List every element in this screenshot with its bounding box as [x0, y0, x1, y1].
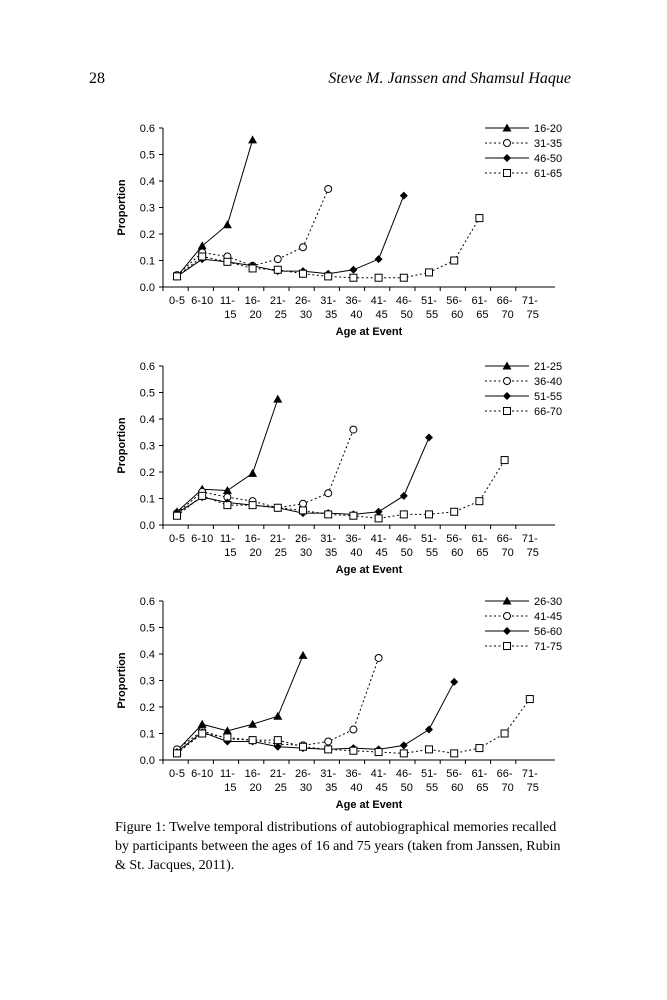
data-point	[400, 750, 407, 757]
legend-label: 21-25	[534, 361, 563, 373]
x-tick-label: 65	[476, 782, 489, 794]
x-tick-label: 75	[526, 782, 539, 794]
x-tick-label: 6-10	[191, 768, 214, 780]
x-tick-label: 55	[425, 309, 439, 321]
data-point	[425, 726, 433, 734]
legend-marker	[504, 613, 511, 620]
x-tick-label: 50	[400, 309, 413, 321]
data-point	[325, 273, 332, 280]
legend-label: 46-50	[534, 153, 563, 165]
data-point	[248, 469, 257, 477]
y-tick-label: 0.2	[139, 467, 155, 479]
x-tick-label: 36-	[345, 768, 362, 780]
x-tick-label: 21-	[269, 768, 286, 780]
data-point	[400, 741, 408, 749]
data-point	[224, 502, 231, 509]
data-point	[400, 492, 408, 500]
data-point	[274, 256, 281, 263]
x-tick-label: 6-10	[191, 295, 214, 307]
x-tick-label: 41-	[370, 533, 387, 545]
data-point	[325, 511, 332, 518]
x-tick-label: 60	[451, 547, 464, 559]
x-tick-label: 60	[451, 782, 464, 794]
data-point	[224, 258, 231, 265]
page-number: 28	[89, 70, 105, 87]
data-point	[249, 737, 256, 744]
y-axis-title: Proportion	[116, 179, 128, 236]
x-tick-label: 15	[224, 309, 237, 321]
x-tick-label: 55	[425, 782, 439, 794]
x-tick-label: 31-	[320, 533, 337, 545]
series-line-61-65	[177, 218, 479, 278]
x-tick-label: 26-	[295, 768, 311, 780]
x-tick-label: 20	[249, 547, 262, 559]
x-tick-label: 75	[526, 309, 539, 321]
legend-marker	[504, 140, 511, 147]
x-axis-title: Age at Event	[335, 326, 403, 338]
x-tick-label: 41-	[370, 295, 387, 307]
data-point	[451, 508, 458, 515]
y-tick-label: 0.0	[139, 755, 155, 767]
x-tick-label: 25	[274, 309, 287, 321]
x-tick-label: 36-	[345, 533, 362, 545]
data-point	[400, 274, 407, 281]
legend-label: 31-35	[534, 138, 563, 150]
x-tick-label: 45	[375, 782, 388, 794]
x-tick-label: 70	[501, 309, 514, 321]
legend-marker	[503, 627, 511, 635]
figure-panel-1	[0, 112, 667, 340]
x-tick-label: 61-	[471, 768, 488, 780]
x-tick-label: 55	[425, 547, 439, 559]
data-point	[199, 730, 206, 737]
data-point	[451, 750, 458, 757]
legend-label: 16-20	[534, 123, 563, 135]
y-tick-label: 0.1	[139, 728, 155, 741]
data-point	[300, 500, 307, 507]
x-tick-label: 51-	[421, 533, 437, 545]
x-tick-label: 71-	[521, 768, 538, 780]
data-point	[425, 434, 433, 442]
x-tick-label: 31-	[320, 295, 337, 307]
series-line-26-30	[177, 655, 303, 750]
data-point	[273, 395, 282, 403]
x-tick-label: 45	[375, 547, 388, 559]
legend-label: 51-55	[534, 391, 563, 403]
figure-panel-3	[0, 585, 667, 813]
y-tick-label: 0.2	[139, 702, 155, 714]
data-point	[174, 273, 181, 280]
data-point	[476, 215, 483, 222]
y-tick-label: 0.2	[139, 229, 155, 241]
x-tick-label: 26-	[295, 533, 311, 545]
y-tick-label: 0.3	[139, 440, 155, 453]
data-point	[174, 750, 181, 757]
x-tick-label: 30	[299, 547, 313, 559]
x-tick-label: 16-	[244, 533, 261, 545]
x-tick-label: 16-	[244, 295, 261, 307]
y-tick-label: 0.1	[139, 255, 155, 268]
x-tick-label: 70	[501, 547, 514, 559]
x-tick-label: 30	[299, 782, 313, 794]
x-tick-label: 11-	[219, 533, 235, 545]
x-tick-label: 35	[325, 782, 338, 794]
legend-label: 61-65	[534, 168, 563, 180]
legend-label: 26-30	[534, 596, 563, 608]
data-point	[375, 515, 382, 522]
page-header	[0, 70, 667, 94]
y-axis-title: Proportion	[116, 417, 128, 474]
data-point	[400, 192, 408, 200]
x-tick-label: 26-	[295, 295, 311, 307]
data-point	[223, 220, 232, 228]
x-tick-label: 56-	[446, 295, 463, 307]
x-tick-label: 11-	[219, 768, 235, 780]
series-line-56-60	[177, 682, 454, 752]
y-tick-label: 0.4	[139, 176, 155, 188]
data-point	[350, 726, 357, 733]
x-tick-label: 45	[375, 309, 388, 321]
data-point	[350, 426, 357, 433]
x-tick-label: 15	[224, 782, 237, 794]
x-tick-label: 41-	[370, 768, 387, 780]
legend-marker	[504, 378, 511, 385]
x-tick-label: 20	[249, 309, 262, 321]
x-tick-label: 65	[476, 309, 489, 321]
x-tick-label: 51-	[421, 768, 437, 780]
x-tick-label: 31-	[320, 768, 337, 780]
data-point	[325, 746, 332, 753]
series-line-16-20	[177, 140, 253, 276]
running-head: Steve M. Janssen and Shamsul Haque	[328, 70, 571, 87]
x-tick-label: 40	[350, 309, 363, 321]
x-tick-label: 65	[476, 547, 489, 559]
data-point	[450, 678, 458, 686]
data-point	[325, 185, 332, 192]
series-line-41-45	[177, 658, 379, 749]
figure-panel-2	[0, 350, 667, 578]
x-tick-label: 25	[274, 547, 287, 559]
y-tick-label: 0.6	[139, 596, 155, 608]
legend-marker	[503, 154, 511, 162]
x-axis-title: Age at Event	[335, 564, 403, 576]
data-point	[426, 269, 433, 276]
data-point	[300, 244, 307, 251]
x-tick-label: 61-	[471, 295, 488, 307]
y-tick-label: 0.6	[139, 123, 155, 135]
data-point	[426, 511, 433, 518]
data-point	[325, 490, 332, 497]
legend-marker	[503, 392, 511, 400]
data-point	[476, 745, 483, 752]
data-point	[350, 512, 357, 519]
data-point	[300, 507, 307, 514]
x-tick-label: 40	[350, 547, 363, 559]
data-point	[350, 747, 357, 754]
data-point	[198, 720, 207, 728]
x-tick-label: 16-	[244, 768, 261, 780]
data-point	[400, 511, 407, 518]
data-point	[375, 274, 382, 281]
x-tick-label: 0-5	[169, 295, 185, 307]
data-point	[274, 504, 281, 511]
data-point	[174, 512, 181, 519]
y-tick-label: 0.5	[139, 149, 155, 162]
x-tick-label: 46-	[395, 533, 412, 545]
x-tick-label: 75	[526, 547, 539, 559]
y-tick-label: 0.4	[139, 414, 155, 426]
series-line-46-50	[177, 196, 404, 277]
y-tick-label: 0.5	[139, 387, 155, 400]
x-tick-label: 21-	[269, 295, 286, 307]
x-tick-label: 56-	[446, 768, 463, 780]
data-point	[501, 457, 508, 464]
y-tick-label: 0.0	[139, 282, 155, 294]
data-point	[300, 743, 307, 750]
data-point	[224, 734, 231, 741]
legend-label: 56-60	[534, 626, 563, 638]
data-point	[501, 730, 508, 737]
x-tick-label: 15	[224, 547, 237, 559]
x-tick-label: 30	[299, 309, 313, 321]
data-point	[325, 738, 332, 745]
x-tick-label: 66-	[496, 533, 513, 545]
data-point	[248, 135, 257, 143]
legend-marker	[504, 643, 511, 650]
x-tick-label: 20	[249, 782, 262, 794]
x-tick-label: 71-	[521, 533, 538, 545]
x-tick-label: 21-	[269, 533, 286, 545]
x-tick-label: 25	[274, 782, 287, 794]
data-point	[249, 265, 256, 272]
y-tick-label: 0.0	[139, 520, 155, 532]
x-tick-label: 40	[350, 782, 363, 794]
data-point	[349, 266, 357, 274]
series-line-36-40	[177, 430, 353, 513]
x-tick-label: 46-	[395, 295, 412, 307]
data-point	[451, 257, 458, 264]
x-tick-label: 36-	[345, 295, 362, 307]
x-tick-label: 6-10	[191, 533, 214, 545]
legend-marker	[504, 408, 511, 415]
x-tick-label: 71-	[521, 295, 538, 307]
legend-label: 71-75	[534, 641, 563, 653]
y-tick-label: 0.3	[139, 675, 155, 688]
x-tick-label: 56-	[446, 533, 463, 545]
y-tick-label: 0.6	[139, 361, 155, 373]
x-tick-label: 35	[325, 547, 338, 559]
x-tick-label: 61-	[471, 533, 488, 545]
x-tick-label: 35	[325, 309, 338, 321]
x-tick-label: 11-	[219, 295, 235, 307]
x-tick-label: 66-	[496, 295, 513, 307]
x-tick-label: 46-	[395, 768, 412, 780]
data-point	[199, 492, 206, 499]
data-point	[274, 737, 281, 744]
y-tick-label: 0.5	[139, 622, 155, 635]
data-point	[273, 712, 282, 720]
data-point	[300, 270, 307, 277]
y-tick-label: 0.4	[139, 649, 155, 661]
legend-label: 66-70	[534, 406, 563, 418]
data-point	[375, 654, 382, 661]
x-tick-label: 51-	[421, 295, 437, 307]
data-point	[426, 746, 433, 753]
data-point	[375, 749, 382, 756]
x-tick-label: 60	[451, 309, 464, 321]
x-tick-label: 0-5	[169, 533, 185, 545]
data-point	[476, 498, 483, 505]
legend-marker	[504, 170, 511, 177]
x-tick-label: 70	[501, 782, 514, 794]
x-tick-label: 50	[400, 782, 413, 794]
x-axis-title: Age at Event	[335, 799, 403, 811]
y-tick-label: 0.3	[139, 202, 155, 215]
y-axis-title: Proportion	[116, 652, 128, 709]
data-point	[350, 274, 357, 281]
figure-caption: Figure 1: Twelve temporal distributions of autobiographical memories recalled by participants between the ages of 16 and 75 years (taken from Janssen, Rubin & St. Jacques, 2011).	[115, 820, 561, 873]
data-point	[299, 651, 308, 659]
legend-label: 41-45	[534, 611, 563, 623]
x-tick-label: 0-5	[169, 768, 185, 780]
data-point	[199, 253, 206, 260]
legend-label: 36-40	[534, 376, 563, 388]
data-point	[526, 696, 533, 703]
x-tick-label: 50	[400, 547, 413, 559]
data-point	[249, 502, 256, 509]
x-tick-label: 66-	[496, 768, 513, 780]
data-point	[274, 266, 281, 273]
y-tick-label: 0.1	[139, 493, 155, 506]
data-point	[375, 255, 383, 263]
